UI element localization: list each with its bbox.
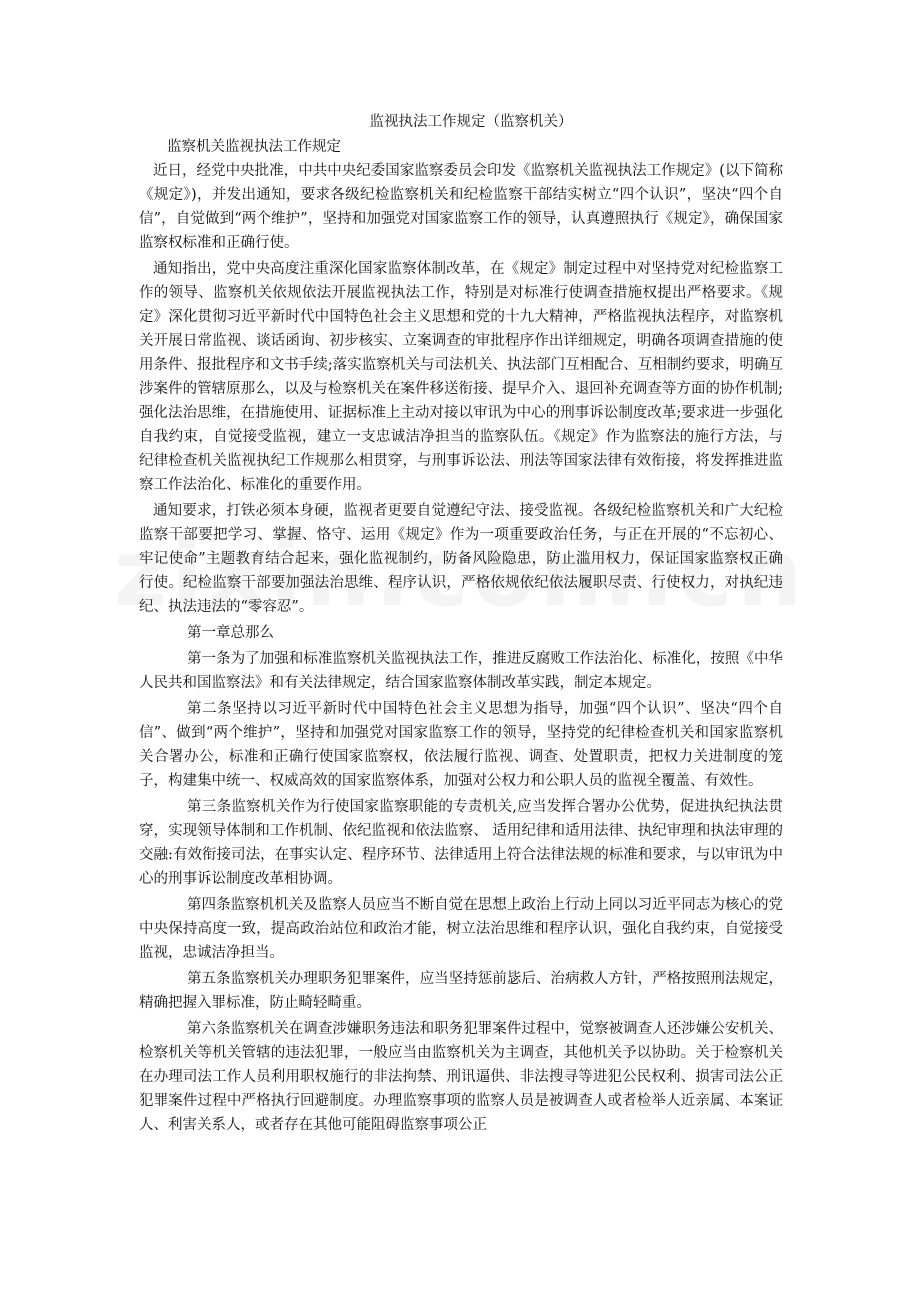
- article-paragraph: 第五条监察机关办理职务犯罪案件，应当坚持惩前毖后、治病救人方针，严格按照刑法规定，精确把握入罪标准，防止畸轻畸重。: [139, 971, 783, 1011]
- article-paragraph: 第四条监察机机关及监察人员应当不断自觉在思想上政治上行动上同以习近平同志为核心的党中央保持高度一致，提高政治站位和政治才能，树立法治思维和程序认识，强化自我约束，自觉接受监视，忠诚洁净担当。: [139, 897, 783, 961]
- document-title: 监视执法工作规定（监察机关）: [369, 114, 573, 130]
- article-paragraph: 第三条监察机关作为行使国家监察职能的专责机关,应当发挥合署办公优势，促进执纪执法贯穿，实现领导体制和工作机制、依纪监视和依法监察、 适用纪律和适用法律、执纪审理和执法审理的交融:有效衔接司法，在事实认定、程序环节、法律适用上符合法律法规的标准和要求，与以审讯为中心的刑事诉讼制度改革相协调。: [139, 799, 783, 887]
- chapter-heading: 第一章总那么: [187, 625, 274, 641]
- article-paragraph: 第二条坚持以习近平新时代中国特色社会主义思想为指导，加强“四个认识”、坚决“四个自信”、做到“两个维护”，坚持和加强党对国家监察工作的领导，坚持党的纪律检查机关和国家监察机关合署办公，标准和正确行使国家监察权，依法履行监视、调查、处置职责，把权力关进制度的笼子，构建集中统一、权威高效的国家监察体系，加强对公权力和公职人员的监视全覆盖、有效性。: [139, 701, 783, 789]
- intro-paragraph: 近日，经党中央批准，中共中央纪委国家监察委员会印发《监察机关监视执法工作规定》(以下简称《规定》)，并发出通知，要求各级纪检监察机关和纪检监察干部结实树立“四个认识”，坚决“四个自信”，自觉做到“两个维护”，坚持和加强党对国家监察工作的领导，认真遵照执行《规定》，确保国家监察权标准和正确行使。: [139, 163, 783, 251]
- intro-paragraph: 通知要求，打铁必须本身硬，监视者更要自觉遵纪守法、接受监视。各级纪检监察机关和广大纪检监察干部要把学习、掌握、恪守、运用《规定》作为一项重要政治任务，与正在开展的“不忘初心、牢记使命”主题教育结合起来，强化监视制约，防备风险隐患，防止滥用权力，保证国家监察权正确行使。纪检监察干部要加强法治思维、程序认识，严格依规依纪依法履职尽责、行使权力，对执纪违纪、执法违法的“零容忍”。: [139, 503, 783, 615]
- document-subtitle: 监察机关监视执法工作规定: [167, 139, 341, 155]
- article-paragraph: 第六条监察机关在调查涉嫌职务违法和职务犯罪案件过程中，觉察被调查人还涉嫌公安机关、检察机关等机关管辖的违法犯罪，一般应当由监察机关为主调查，其他机关予以协助。关于检察机关在办理司法工作人员利用职权施行的非法拘禁、刑讯逼供、非法搜寻等进犯公民权利、损害司法公正犯罪案件过程中严格执行回避制度。办理监察事项的监察人员是被调查人或者检举人近亲属、本案证人、利害关系人，或者存在其他可能阻碍监察事项公正: [139, 1021, 783, 1133]
- article-paragraph: 第一条为了加强和标准监察机关监视执法工作，推进反腐败工作法治化、标准化，按照《中华人民共和国监察法》和有关法律规定，结合国家监察体制改革实践，制定本规定。: [139, 651, 783, 691]
- intro-paragraph: 通知指出，党中央高度注重深化国家监察体制改革，在《规定》制定过程中对坚持党对纪检监察工作的领导、监察机关依规依法开展监视执法工作，特别是对标准行使调查措施权提出严格要求。《规定》深化贯彻习近平新时代中国特色社会主义思想和党的十九大精神，严格监视执法程序，对监察机关开展日常监视、谈话函询、初步核实、立案调查的审批程序作出详细规定，明确各项调查措施的使用条件、报批程序和文书手续;落实监察机关与司法机关、执法部门互相配合、互相制约要求，明确互涉案件的管辖原那么，以及与检察机关在案件移送衔接、提早介入、退回补充调查等方面的协作机制;强化法治思维，在措施使用、证据标准上主动对接以审讯为中心的刑事诉讼制度改革;要求进一步强化自我约束，自觉接受监视，建立一支忠诚洁净担当的监察队伍。《规定》作为监察法的施行方法，与纪律检查机关监视执纪工作规那么相贯穿，与刑事诉讼法、刑法等国家法律有效衔接，将发挥推进监察工作法治化、标准化的重要作用。: [139, 261, 783, 493]
- document-body: [139, 110, 783, 1139]
